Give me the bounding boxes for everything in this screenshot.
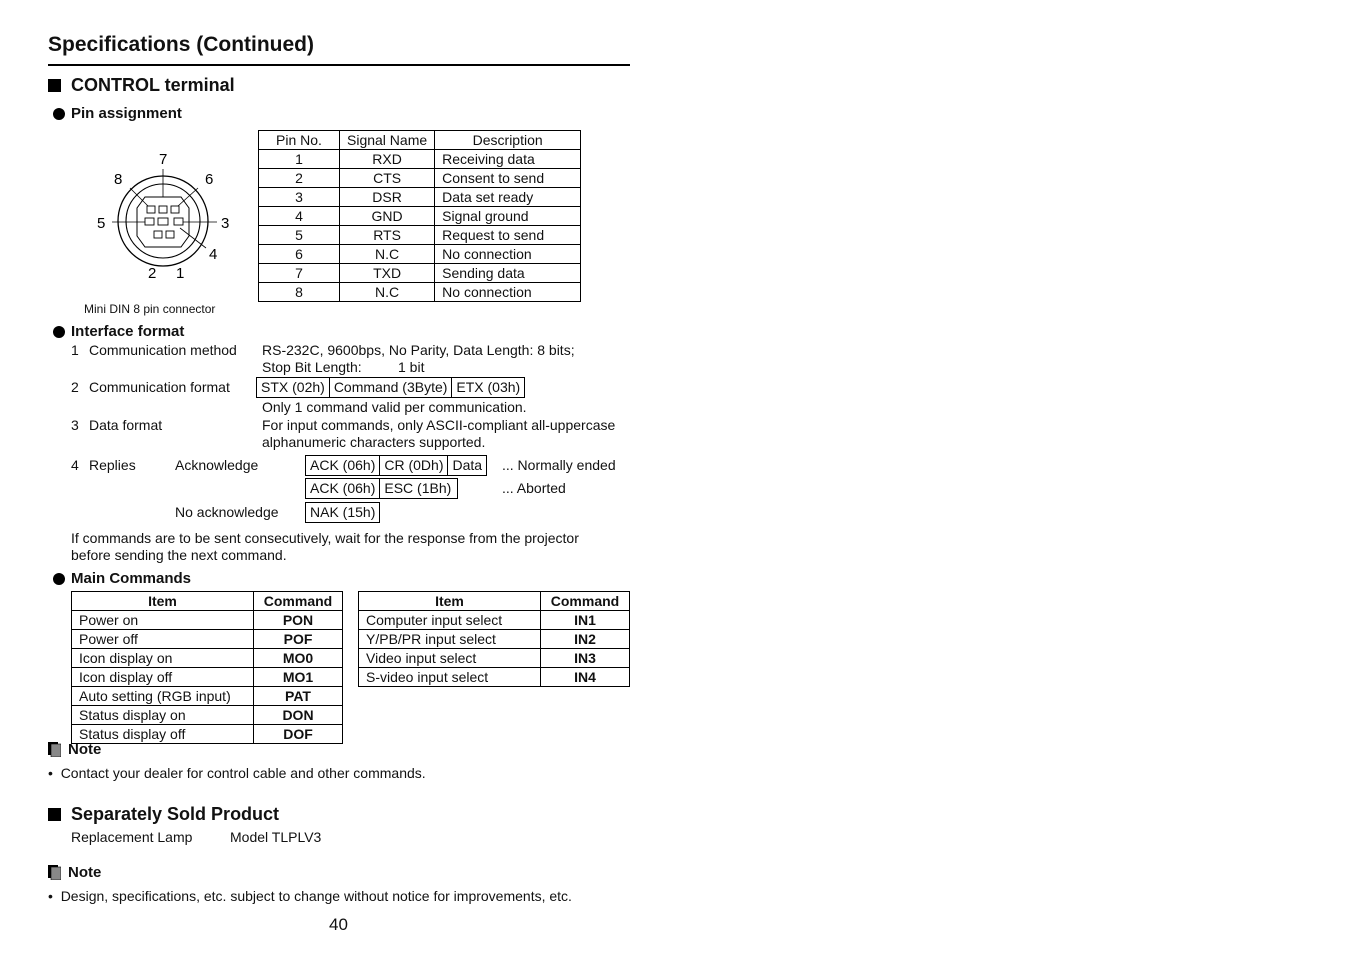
table-cell: PON: [254, 611, 343, 630]
pin-label-4: 4: [209, 246, 218, 263]
table-cell: PAT: [254, 687, 343, 706]
round-bullet-icon: [53, 326, 65, 338]
acknowledge-label: Acknowledge: [175, 457, 259, 473]
table-cell: Y/PB/PR input select: [359, 630, 541, 649]
table-row: [359, 668, 630, 687]
consecutive-commands-line2: before sending the next command.: [71, 547, 287, 563]
table-cell: Computer input select: [359, 611, 541, 630]
main-commands-table-right: [358, 591, 630, 687]
table-cell: 3: [259, 188, 340, 207]
table-row: [359, 630, 630, 649]
pin-assignment-heading-text: Pin assignment: [71, 105, 182, 122]
table-cell: Status display off: [72, 725, 254, 744]
replacement-lamp-model: Model TLPLV3: [230, 829, 322, 845]
page-number: 40: [329, 915, 348, 934]
table-cell: 7: [259, 264, 340, 283]
note-heading: [48, 864, 101, 881]
table-row: [259, 169, 581, 188]
table-cell: S-video input select: [359, 668, 541, 687]
table-cell: Status display on: [72, 706, 254, 725]
square-bullet-icon: [48, 808, 61, 821]
table-cell: IN1: [541, 611, 630, 630]
aborted-text: ... Aborted: [502, 480, 566, 496]
column-header: Pin No.: [259, 131, 340, 150]
communication-format-label: Communication format: [89, 379, 230, 395]
table-cell: Signal ground: [435, 207, 581, 226]
pin-assignment-table: [258, 130, 581, 302]
reply-box-ack: ACK (06h): [305, 478, 380, 499]
communication-format-boxes: [256, 377, 525, 398]
column-header: Signal Name: [340, 131, 435, 150]
format-box-etx: ETX (03h): [451, 377, 525, 398]
table-cell: 2: [259, 169, 340, 188]
table-cell: Auto setting (RGB input): [72, 687, 254, 706]
table-row: [359, 611, 630, 630]
bullet-icon: •: [48, 888, 61, 904]
table-cell: 4: [259, 207, 340, 226]
stop-bit-value: 1 bit: [398, 359, 425, 375]
note-text: Contact your dealer for control cable and other commands.: [60, 765, 426, 781]
replacement-lamp-label: Replacement Lamp: [71, 829, 193, 845]
column-header: Item: [359, 592, 541, 611]
table-cell: Request to send: [435, 226, 581, 245]
table-cell: 8: [259, 283, 340, 302]
table-cell: No connection: [435, 245, 581, 264]
stop-bit-label: Stop Bit Length:: [262, 359, 362, 375]
table-row: [259, 188, 581, 207]
separately-sold-heading: [48, 804, 279, 825]
table-row: [259, 264, 581, 283]
note-bullet: [48, 765, 426, 781]
data-format-label: Data format: [89, 417, 163, 433]
table-row: [72, 649, 343, 668]
main-commands-heading-text: Main Commands: [71, 570, 192, 587]
pin-label-2: 2: [148, 265, 157, 282]
reply-box-ack: ACK (06h): [305, 455, 380, 476]
table-cell: 5: [259, 226, 340, 245]
table-cell: No connection: [435, 283, 581, 302]
interface-format-heading-text: Interface format: [71, 323, 185, 340]
note-bullet: [48, 888, 572, 904]
table-cell: Video input select: [359, 649, 541, 668]
column-header: Command: [254, 592, 343, 611]
item-number: 2: [71, 379, 79, 395]
table-cell: MO1: [254, 668, 343, 687]
table-cell: Data set ready: [435, 188, 581, 207]
round-bullet-icon: [53, 573, 65, 585]
page-title: Specifications (Continued): [48, 33, 315, 56]
format-box-stx: STX (02h): [256, 377, 330, 398]
item-number: 4: [71, 457, 79, 473]
communication-format-note: Only 1 command valid per communication.: [262, 399, 527, 415]
note-heading-text: Note: [68, 864, 102, 881]
pin-label-3: 3: [221, 215, 230, 232]
table-row: [259, 283, 581, 302]
table-cell: IN4: [541, 668, 630, 687]
column-header: Description: [435, 131, 581, 150]
item-number: 3: [71, 417, 79, 433]
table-cell: RTS: [340, 226, 435, 245]
table-cell: N.C: [340, 283, 435, 302]
communication-method-label: Communication method: [89, 342, 237, 358]
table-cell: DOF: [254, 725, 343, 744]
table-cell: MO0: [254, 649, 343, 668]
table-cell: Icon display off: [72, 668, 254, 687]
table-row: [72, 706, 343, 725]
table-row: [259, 207, 581, 226]
table-header-row: [259, 131, 581, 150]
square-bullet-icon: [48, 79, 61, 92]
table-cell: GND: [340, 207, 435, 226]
table-cell: N.C: [340, 245, 435, 264]
main-commands-table-left: [71, 591, 343, 744]
table-cell: DON: [254, 706, 343, 725]
bullet-icon: •: [48, 765, 61, 781]
table-cell: RXD: [340, 150, 435, 169]
table-cell: TXD: [340, 264, 435, 283]
table-cell: CTS: [340, 169, 435, 188]
table-row: [72, 630, 343, 649]
table-cell: Sending data: [435, 264, 581, 283]
pin-label-5: 5: [97, 215, 106, 232]
table-row: [259, 226, 581, 245]
table-row: [72, 725, 343, 744]
replies-label: Replies: [89, 457, 136, 473]
no-acknowledge-label: No acknowledge: [175, 504, 279, 520]
table-cell: Icon display on: [72, 649, 254, 668]
control-terminal-heading-text: CONTROL terminal: [71, 75, 235, 95]
normally-ended-text: ... Normally ended: [502, 457, 616, 473]
note-icon: [48, 742, 61, 757]
pin-label-6: 6: [205, 171, 214, 188]
pin-label-1: 1: [176, 265, 185, 282]
reply-box-nak: NAK (15h): [305, 502, 380, 523]
table-cell: IN3: [541, 649, 630, 668]
format-box-command: Command (3Byte): [329, 377, 453, 398]
table-row: [72, 611, 343, 630]
table-cell: 6: [259, 245, 340, 264]
separately-sold-heading-text: Separately Sold Product: [71, 804, 280, 824]
table-cell: 1: [259, 150, 340, 169]
table-cell: Consent to send: [435, 169, 581, 188]
table-cell: POF: [254, 630, 343, 649]
table-row: [259, 245, 581, 264]
reply-box-esc: ESC (1Bh): [379, 478, 458, 499]
table-cell: DSR: [340, 188, 435, 207]
ack-aborted-boxes: [305, 478, 458, 499]
column-header: Item: [72, 592, 254, 611]
table-cell: Power off: [72, 630, 254, 649]
note-heading: [48, 741, 101, 758]
nak-boxes: [305, 502, 380, 523]
pin-assignment-heading: [53, 105, 182, 122]
connector-caption: Mini DIN 8 pin connector: [84, 302, 216, 316]
table-header-row: [359, 592, 630, 611]
data-format-line2: alphanumeric characters supported.: [262, 434, 486, 450]
control-terminal-heading: [48, 75, 235, 96]
pin-label-7: 7: [159, 151, 168, 168]
table-cell: Receiving data: [435, 150, 581, 169]
interface-format-heading: [53, 323, 184, 340]
table-row: [359, 649, 630, 668]
title-divider: [48, 64, 630, 66]
item-number: 1: [71, 342, 79, 358]
table-row: [72, 668, 343, 687]
main-commands-heading: [53, 570, 191, 587]
note-icon: [48, 865, 61, 880]
column-header: Command: [541, 592, 630, 611]
consecutive-commands-line1: If commands are to be sent consecutively, wait for the response from the projector: [71, 530, 579, 546]
reply-box-cr: CR (0Dh): [379, 455, 448, 476]
table-row: [72, 687, 343, 706]
mini-din-connector-diagram: [90, 148, 240, 293]
ack-normal-boxes: [305, 455, 487, 476]
pin-label-8: 8: [114, 171, 123, 188]
note-text: Design, specifications, etc. subject to change without notice for improvements, etc.: [60, 888, 572, 904]
communication-method-value: RS-232C, 9600bps, No Parity, Data Length: 8 bits;: [262, 342, 575, 358]
data-format-line1: For input commands, only ASCII-compliant all-uppercase: [262, 417, 616, 433]
table-header-row: [72, 592, 343, 611]
reply-box-data: Data: [447, 455, 487, 476]
round-bullet-icon: [53, 108, 65, 120]
note-heading-text: Note: [68, 741, 102, 758]
table-cell: IN2: [541, 630, 630, 649]
table-row: [259, 150, 581, 169]
table-cell: Power on: [72, 611, 254, 630]
